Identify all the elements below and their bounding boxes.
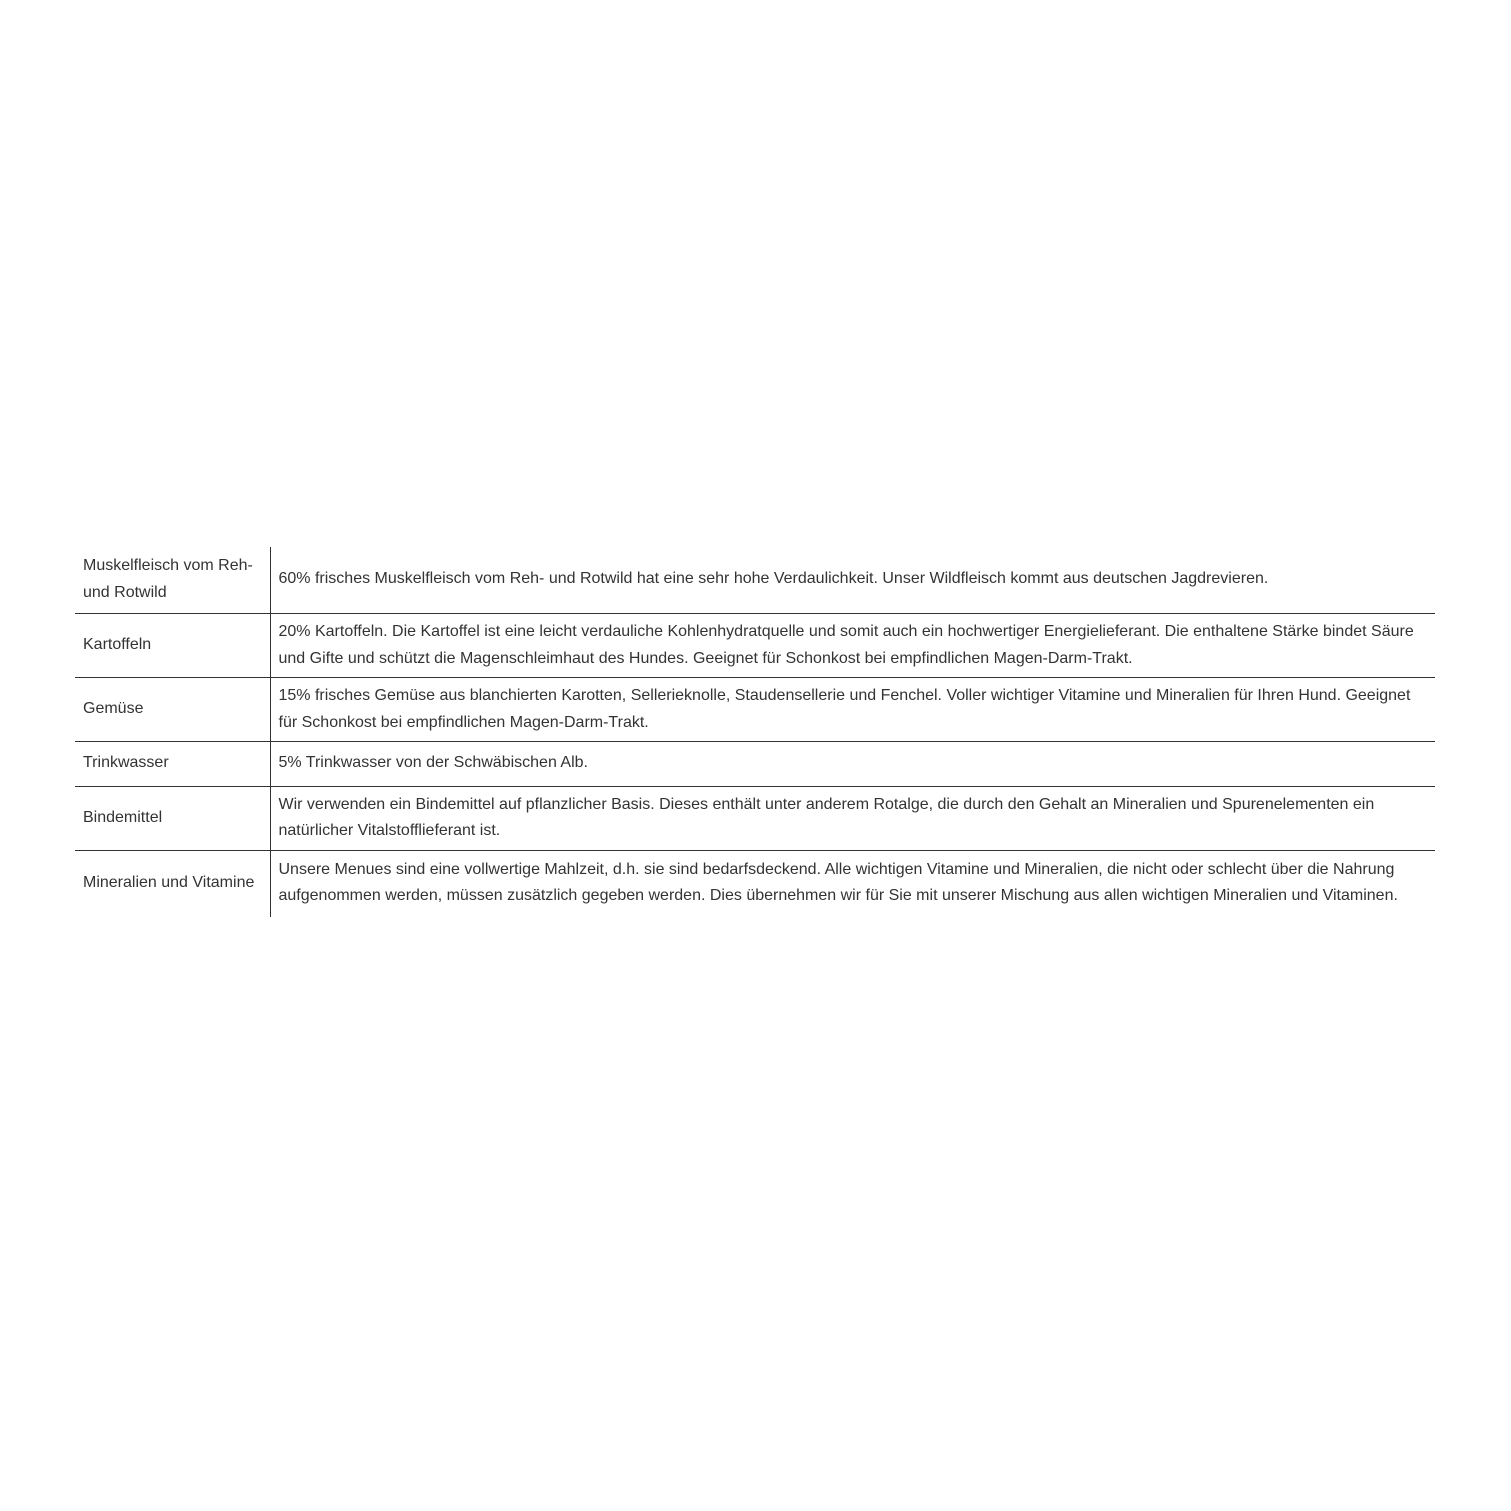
table-row-trinkwasser (75, 742, 1435, 787)
ingredient-name: Mineralien und Vitamine (75, 850, 270, 917)
table-row-mineralien (75, 850, 1435, 917)
table-row-gemuese (75, 678, 1435, 742)
ingredient-name: Muskelfleisch vom Reh- und Rotwild (83, 557, 253, 601)
ingredient-description: 20% Kartoffeln. Die Kartoffel ist eine leicht verdauliche Kohlenhydratquelle und somit auch ein hochwertiger Energielieferant. Die enthaltene Stärke bindet Säure und Gifte und schützt die Magenschleimhaut des Hundes. Geeignet für Schonkost bei empfindlichen Magen-Darm-Trakt. (270, 614, 1435, 678)
ingredients-table (75, 547, 1435, 917)
ingredient-name: Trinkwasser (75, 742, 270, 787)
ingredient-name: Bindemittel (75, 786, 270, 850)
table-row-bindemittel (75, 786, 1435, 850)
table-row-muskelfleisch (75, 547, 1435, 614)
ingredient-description: 60% frisches Muskelfleisch vom Reh- und Rotwild hat eine sehr hohe Verdaulichkeit. Unser Wildfleisch kommt aus deutschen Jagdrevieren. (270, 547, 1435, 614)
ingredient-name: Gemüse (75, 678, 270, 742)
table-row-kartoffeln (75, 614, 1435, 678)
ingredient-description: Unsere Menues sind eine vollwertige Mahlzeit, d.h. sie sind bedarfsdeckend. Alle wichtigen Vitamine und Mineralien, die nicht oder schlecht über die Nahrung aufgenommen werden, müssen zusätzlich gegeben werden. Dies übernehmen wir für Sie mit unserer Mischung aus allen wichtigen Mineralien und Vitaminen. (270, 850, 1435, 917)
ingredient-name: Kartoffeln (75, 614, 270, 678)
ingredient-description: Wir verwenden ein Bindemittel auf pflanzlicher Basis. Dieses enthält unter anderem Rotalge, die durch den Gehalt an Mineralien und Spurenelementen ein natürlicher Vitalstofflieferant ist. (270, 786, 1435, 850)
ingredient-description: 5% Trinkwasser von der Schwäbischen Alb. (270, 742, 1435, 787)
ingredient-description: 15% frisches Gemüse aus blanchierten Karotten, Sellerieknolle, Staudensellerie und Fenchel. Voller wichtiger Vitamine und Mineralien für Ihren Hund. Geeignet für Schonkost bei empfindlichen Magen-Darm-Trakt. (270, 678, 1435, 742)
